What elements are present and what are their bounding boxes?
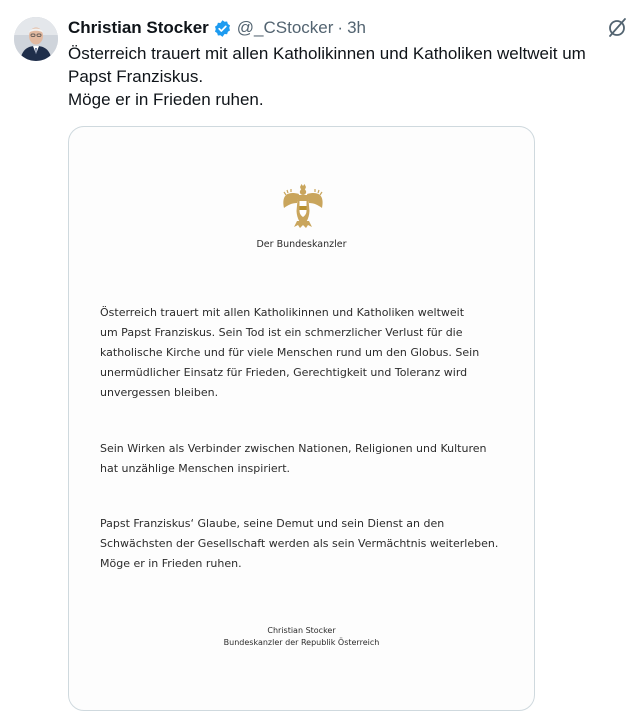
letter-line: Papst Franziskus‘ Glaube, seine Demut und sein Dienst an den — [100, 517, 445, 530]
letter-line: um Papst Franziskus. Sein Tod ist ein schmerzlicher Verlust für die — [100, 326, 463, 339]
tweet-text-line: Österreich trauert mit allen Katholikinnen und Katholiken weltweit um — [68, 44, 586, 63]
letter-line: Österreich trauert mit allen Katholikinnen und Katholiken weltweit — [100, 306, 465, 319]
avatar-photo — [14, 17, 58, 61]
tweet-header — [68, 17, 366, 39]
avatar[interactable] — [14, 17, 58, 61]
letter-line: Schwächsten der Gesellschaft werden als sein Vermächtnis weiterleben. — [100, 537, 499, 550]
letter-line: katholische Kirche und für viele Menschen rund um den Globus. Sein — [100, 346, 480, 359]
letter-line: unermüdlicher Einsatz für Frieden, Gerechtigkeit und Toleranz wird — [100, 366, 468, 379]
signature-title: Bundeskanzler der Republik Österreich — [223, 638, 380, 647]
letter-paragraph — [100, 439, 520, 479]
tweet-text-line: Papst Franziskus. — [68, 67, 204, 86]
letter-document — [69, 127, 534, 710]
signature-name: Christian Stocker — [267, 626, 336, 635]
letterhead: Der Bundeskanzler — [256, 239, 347, 250]
tweet-text — [68, 42, 623, 111]
letter-line: hat unzählige Menschen inspiriert. — [100, 462, 291, 475]
signature-block — [69, 625, 534, 649]
timestamp[interactable]: 3h — [347, 18, 366, 37]
grok-icon[interactable] — [606, 17, 628, 39]
letter-paragraph — [100, 514, 520, 574]
austrian-eagle-emblem — [281, 181, 325, 231]
tweet-text-line: Möge er in Frieden ruhen. — [68, 90, 264, 109]
letter-line: Sein Wirken als Verbinder zwischen Nationen, Religionen und Kulturen — [100, 442, 487, 455]
separator-dot: · — [337, 18, 344, 37]
letter-line: Möge er in Frieden ruhen. — [100, 557, 242, 570]
handle[interactable]: @_CStocker — [236, 18, 334, 37]
letter-paragraph — [100, 303, 520, 403]
verified-badge-icon[interactable] — [213, 19, 232, 38]
media-image[interactable] — [68, 126, 535, 711]
letter-line: unvergessen bleiben. — [100, 386, 219, 399]
display-name[interactable]: Christian Stocker — [68, 18, 209, 37]
